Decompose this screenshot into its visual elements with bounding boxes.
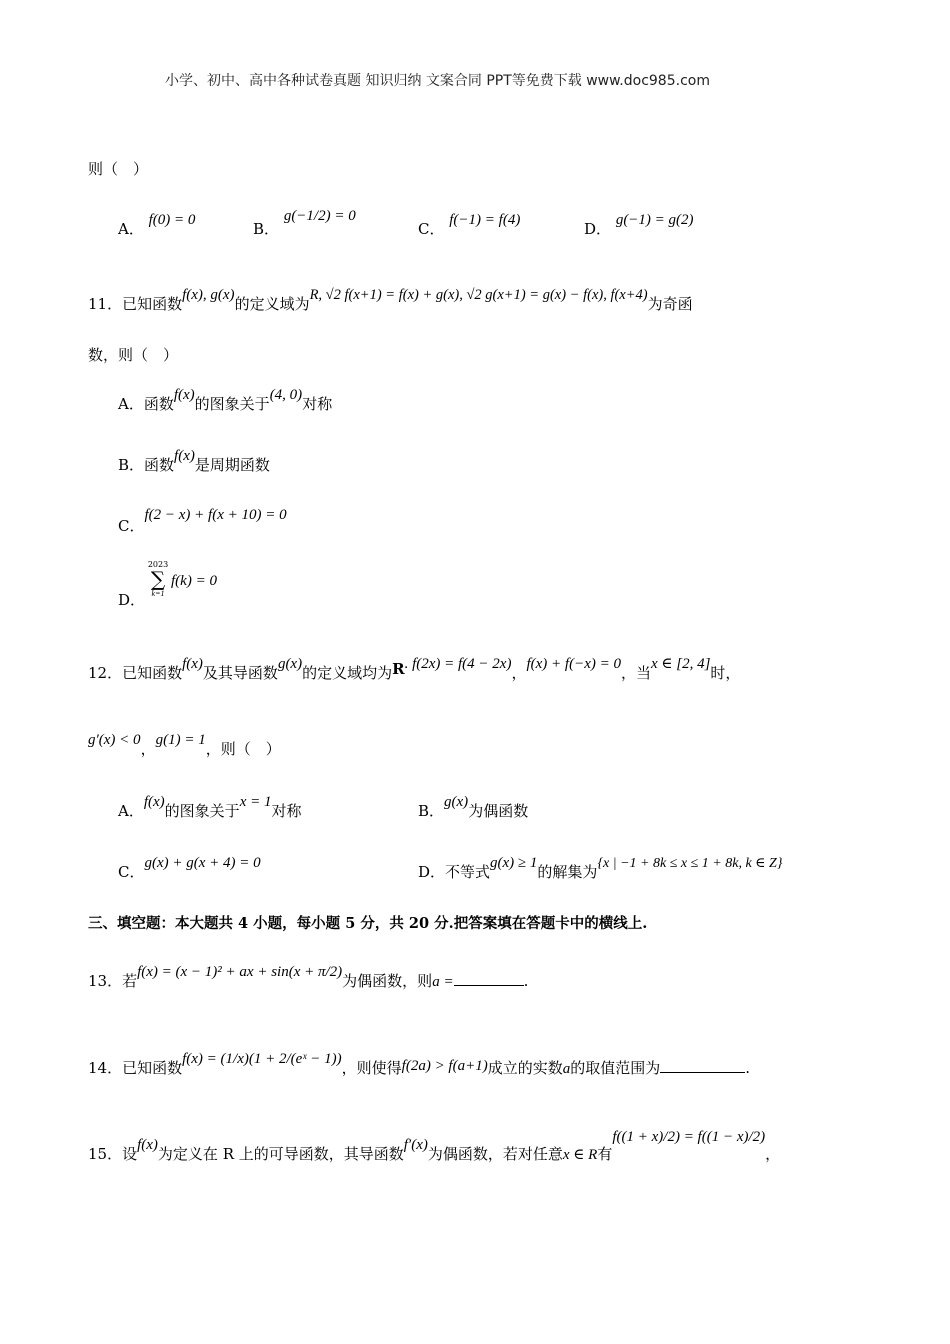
math-expression: f(x) (137, 1137, 158, 1153)
math-expression: g(−1) = g(2) (615, 212, 694, 228)
math-expression: g(1) = 1 (155, 732, 206, 748)
option-label: C． (418, 220, 445, 238)
option-label: D． (118, 591, 146, 609)
sum-upper-limit: 2023 (147, 560, 169, 569)
math-expression: a = (432, 974, 454, 990)
math-expression: a (562, 1061, 571, 1077)
option-label: A． (118, 220, 144, 238)
math-expression: f(x) + f(−x) = 0 (526, 656, 621, 672)
math-expression: {x | −1 + 8k ≤ x ≤ 1 + 8k, k ∈ Z} (597, 856, 783, 871)
math-expression: f(x) (173, 387, 195, 403)
math-expression: f(2 − x) + f(x + 10) = 0 (144, 507, 287, 523)
stem-text: 为偶函数，若对任意 (427, 1145, 563, 1163)
stem-text: ， (765, 1145, 781, 1163)
q12-option-d (418, 855, 783, 882)
math-expression: g(x) (277, 656, 303, 672)
answer-blank[interactable] (660, 1072, 745, 1073)
q11-stem (88, 287, 693, 314)
math-expression: g′(x) < 0 (88, 732, 141, 748)
math-expression: g(−1/2) = 0 (283, 208, 356, 224)
math-expression: f(x) (182, 656, 203, 672)
q11-option-d (118, 589, 145, 610)
option-text: 对称 (302, 395, 333, 413)
question-number: 11．已知函数 (88, 295, 183, 313)
q11-option-b (118, 448, 270, 475)
option-label: B． (253, 220, 280, 238)
q11-option-c (118, 507, 287, 536)
q12-stem (88, 656, 741, 683)
math-expression: f(k) = 0 (171, 573, 217, 589)
math-expression: f(x) (174, 448, 195, 464)
math-expression: f(2a) > f(a+1) (401, 1058, 488, 1074)
math-expression: f((1 + x)/2) = f((1 − x)/2) (612, 1129, 766, 1145)
math-expression: x = 1 (239, 794, 272, 810)
math-expression: g(x) (444, 794, 469, 810)
option-label: C． (118, 517, 145, 535)
math-expression: f(x) = (1/x)(1 + 2/(eˣ − 1)) (182, 1051, 342, 1067)
stem-text: 为奇函 (647, 295, 693, 313)
stem-text: ， (511, 664, 527, 682)
option-text: 的图象关于 (194, 395, 270, 413)
stem-text: 时， (710, 664, 741, 682)
option-label: C． (118, 863, 145, 881)
math-expression: f(−1) = f(4) (449, 212, 521, 228)
stem-text: . (745, 1059, 751, 1077)
stem-text: 的取值范围为 (570, 1059, 661, 1077)
q14-stem (88, 1051, 751, 1078)
option-label: A． (118, 802, 144, 820)
q11-option-a (118, 387, 333, 414)
math-expression: R, √2 f(x+1) = f(x) + g(x), √2 g(x+1) = g(x) − f(x), f(x+4) (309, 287, 648, 303)
stem-text: . (523, 972, 529, 990)
stem-text: 为偶函数，则 (342, 972, 433, 990)
sum-lower-limit: k=1 (151, 589, 165, 598)
q11-stem-line2: 数，则（ ） (88, 346, 179, 364)
section-heading: 三、填空题：本大题共 4 小题，每小题 5 分，共 20 分.把答案填在答题卡中的横线上. (88, 915, 648, 932)
question-number: 15．设 (88, 1145, 138, 1163)
option-label: A．函数 (118, 395, 174, 413)
math-expression: . f(2x) = f(4 − 2x) (404, 656, 512, 672)
q10-tail: 则（ ） (88, 160, 149, 178)
math-expression: f(x), g(x) (182, 287, 235, 303)
math-expression: f(x) = (x − 1)² + ax + sin(x + π/2) (137, 964, 343, 980)
option-label: B． (418, 802, 445, 820)
option-label: B．函数 (118, 456, 175, 474)
option-text: 对称 (271, 802, 302, 820)
q15-stem (88, 1129, 781, 1164)
stem-text: 及其导函数 (202, 664, 278, 682)
math-expression: x ∈ R (562, 1147, 598, 1163)
math-expression: f′(x) (403, 1137, 428, 1153)
stem-text: 成立的实数 (487, 1059, 563, 1077)
stem-text: 的定义域均为 (302, 664, 393, 682)
math-expression: (4, 0) (269, 387, 303, 403)
math-expression: f(0) = 0 (148, 212, 196, 228)
answer-blank[interactable] (454, 985, 524, 986)
q12-stem-line2 (88, 732, 281, 759)
stem-text: ， (140, 740, 156, 758)
question-number: 12．已知函数 (88, 664, 183, 682)
math-expression: x ∈ [2, 4] (650, 656, 711, 672)
q10-option-a (118, 212, 196, 239)
option-text: 的图象关于 (164, 802, 240, 820)
q10-option-b (253, 208, 356, 239)
stem-text: 的定义域为 (234, 295, 310, 313)
q10-option-d (584, 212, 694, 239)
stem-text: 为定义在 R 上的可导函数，其导函数 (157, 1145, 404, 1163)
question-number: 14．已知函数 (88, 1059, 183, 1077)
sigma-icon: ∑ (150, 567, 166, 591)
q12-option-a (118, 794, 302, 821)
q13-stem (88, 964, 529, 991)
option-label: D．不等式 (418, 863, 491, 881)
page-header: 小学、初中、高中各种试卷真题 知识归纳 文案合同 PPT等免费下载 www.doc985.com (165, 73, 710, 89)
option-text: 为偶函数 (468, 802, 529, 820)
option-text: 是周期函数 (194, 456, 270, 474)
question-number: 13．若 (88, 972, 138, 990)
option-label: D． (584, 220, 612, 238)
stem-text: ，则（ ） (205, 740, 281, 758)
math-expression: g(x) + g(x + 4) = 0 (144, 855, 261, 871)
q12-option-c (118, 855, 261, 882)
math-expression: g(x) ≥ 1 (490, 855, 538, 871)
math-expression: R (392, 660, 405, 678)
stem-text: ，当 (620, 664, 651, 682)
q12-option-b (418, 794, 529, 821)
summation-symbol (147, 560, 169, 598)
option-text: 的解集为 (537, 863, 598, 881)
stem-text: 有 (597, 1145, 613, 1163)
q10-option-c (418, 212, 521, 239)
stem-text: ，则使得 (341, 1059, 402, 1077)
math-expression: f(x) (143, 794, 165, 810)
